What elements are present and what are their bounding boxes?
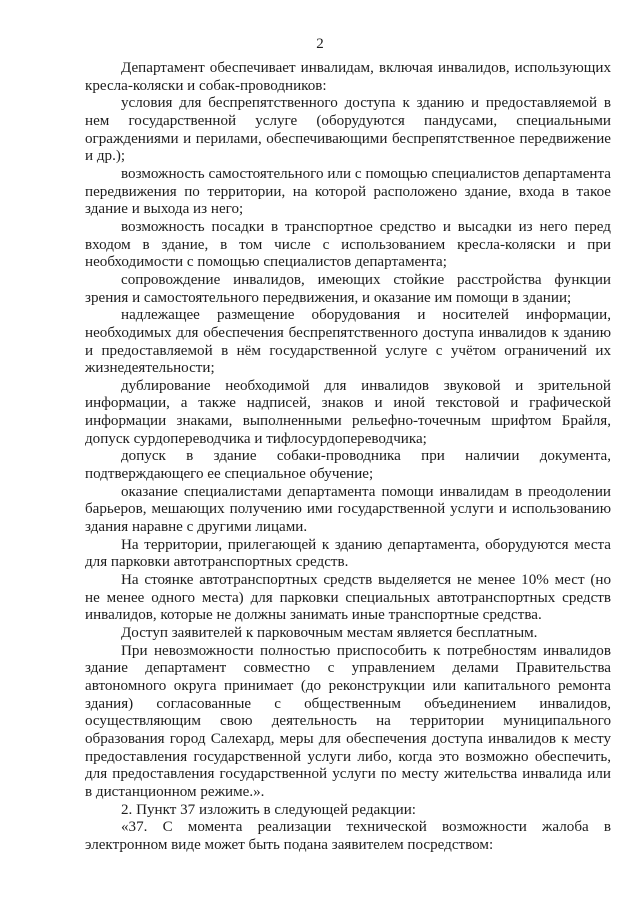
paragraph: допуск в здание собаки-проводника при наличии документа, подтверждающего ее специальное обучение; — [85, 448, 611, 483]
paragraph: надлежащее размещение оборудования и носителей информации, необходимых для обеспечения беспрепятственного доступа инвалидов к зданию и предоставляемой в нём государственной услуге с учётом ограничений их жизнедеятельности; — [85, 307, 611, 377]
page-number: 2 — [316, 36, 324, 52]
paragraph: возможность самостоятельного или с помощью специалистов департамента передвижения по территории, на которой расположено здание, входа в такое здание и выхода из него; — [85, 165, 611, 218]
paragraph: Доступ заявителей к парковочным местам является бесплатным. — [121, 625, 538, 641]
paragraph: На территории, прилегающей к зданию департамента, оборудуются места для парковки автотранспортных средств. — [85, 536, 611, 571]
paragraph: дублирование необходимой для инвалидов звуковой и зрительной информации, а также надписей, знаков и иной текстовой и графической информации знаками, выполненными рельефно-точечным шрифтом Брайля, допуск сурдопереводчика и тифлосурдопереводчика; — [85, 377, 611, 447]
paragraph: «37. С момента реализации технической возможности жалоба в электронном виде может быть подана заявителем посредством: — [85, 819, 611, 853]
paragraph: На стоянке автотранспортных средств выделяется не менее 10% мест (но не менее одного места) для парковки специальных автотранспортных средств инвалидов, которые не должны занимать иные транспортные средства. — [85, 572, 611, 624]
paragraph: сопровождение инвалидов, имеющих стойкие расстройства функции зрения и самостоятельного передвижения, и оказание им помощи в здании; — [85, 271, 611, 306]
paragraph: оказание специалистами департамента помощи инвалидам в преодолении барьеров, мешающих получению ими государственной услуги и использованию здания наравне с другими лицами. — [85, 483, 611, 536]
paragraph: условия для беспрепятственного доступа к зданию и предоставляемой в нем государственной услуге (оборудуются пандусами, специальными ограждениями и перилами, обеспечивающими беспрепятственное передвижение и др.); — [85, 95, 611, 165]
paragraph: 2. Пункт 37 изложить в следующей редакции: — [121, 801, 416, 818]
paragraph: Департамент обеспечивает инвалидам, включая инвалидов, использующих кресла-коляски и собак-проводников: — [85, 60, 611, 94]
document-body — [85, 60, 611, 855]
paragraph: возможность посадки в транспортное средство и высадки из него перед входом в здание, в том числе с использованием кресла-коляски и при необходимости с помощью специалистов департамента; — [85, 218, 611, 271]
paragraph: При невозможности полностью приспособить к потребностям инвалидов здание департамент совместно с управлением делами Правительства автономного округа принимает (до реконструкции или капитального ремонта здания) согласованные с общественным объединением инвалидов, осуществляющим свою деятельность на территории муниципального образования город Салехард, меры для обеспечения доступа инвалидов к месту предоставления государственной услуги либо, когда это возможно обеспечить, для предоставления государственной услуги по месту жительства инвалида или в дистанционном режиме.». — [85, 642, 611, 800]
